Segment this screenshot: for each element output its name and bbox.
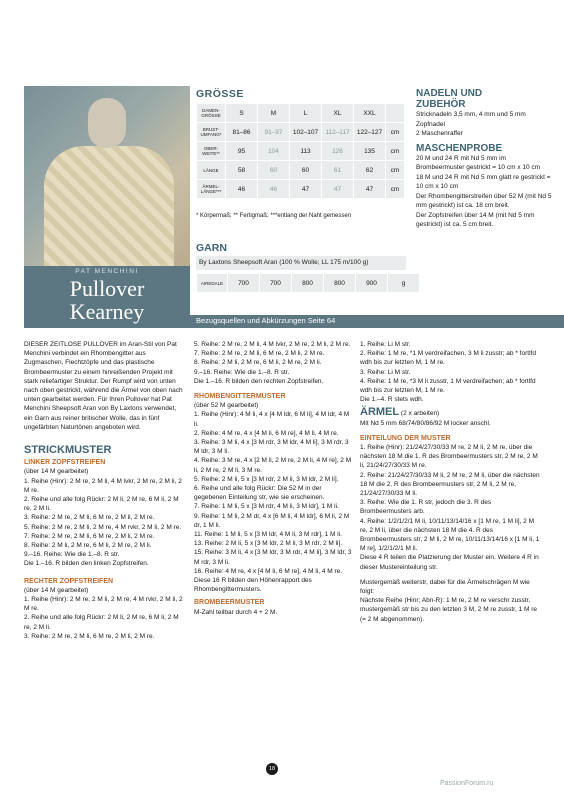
- size-unit: cm: [386, 161, 404, 179]
- size-row-label: DAMEN-GRÖSSE: [197, 104, 225, 122]
- yarn-amount: 800: [292, 274, 323, 292]
- instruction-line: 3. Reihe: 3 M li, 4 x [3 M rdr, 3 M ldr, 4 M li], 3 M rdr, 3 M ldr, 3 M li.: [194, 439, 349, 456]
- size-cell: 135: [354, 142, 385, 160]
- size-unit: cm: [386, 180, 404, 198]
- watermark: PassionForum.ru: [440, 780, 494, 787]
- size-cell: 122–127: [354, 123, 385, 141]
- instruction-line: 9.–16. Reihe: Wie die 1.–8. R str.: [194, 368, 290, 376]
- size-cell: 61: [322, 161, 353, 179]
- yarn-amount: 800: [324, 274, 355, 292]
- size-cell: 62: [354, 161, 385, 179]
- yarn-name: By Laxtons Sheepsoft Aran (100 % Wolle; LL 175 m/100 g): [196, 256, 406, 270]
- instruction-line: 2. Reihe: 4 M re, 4 x [4 M li, 6 M re], 4 M li, 4 M re.: [194, 429, 339, 437]
- size-row-label: LÄNGE: [197, 161, 225, 179]
- size-cell: 81–86: [226, 123, 257, 141]
- size-row: [197, 142, 404, 160]
- instruction-line: 2. Reihe und alle folg Rückr: 2 M li, 2 M re, 6 M li, 2 M re, 2 M li.: [24, 614, 179, 631]
- size-unit: cm: [386, 123, 404, 141]
- instruction-line: 4. Reihe: 1 M re, *3 M li zusstr, 1 M verdreifachen; ab * fortlfd wdh bis zur letzten M, 1 M re.: [360, 377, 536, 395]
- sleeve-heading: ÄRMEL: [360, 406, 400, 419]
- size-cell: 104: [258, 142, 289, 160]
- size-cell: 60: [290, 161, 321, 179]
- size-row: [197, 104, 404, 122]
- size-heading: GRÖSSE: [196, 88, 244, 100]
- yarn-table: [196, 273, 420, 293]
- gauge-text: 20 M und 24 R mit Nd 5 mm im Brombeermuster gestrickt = 10 cm x 10 cm 18 M und 24 R mit Nd 5 mm glatt re gestrickt = 10 cm x 10 cm Der Rhombengitterstreifen über 52 M (mit Nd 5 mm gestrickt) ist ca. 18 cm breit. Der Zopfstreifen über 14 M (mit Nd 5 mm gestrickt) ist ca. 5 cm breit.: [416, 154, 552, 228]
- instruction-line: 6. Reihe und alle folg Rückr: Die 52 M in der gegebenen Einteilung str, wie sie erscheinen.: [194, 485, 325, 502]
- size-cell: 47: [322, 180, 353, 198]
- instruction-line: 15. Reihe: 3 M li, 4 x [3 M ldr, 3 M rdr, 4 M li], 3 M ldr, 3 M rdr, 3 M li.: [194, 549, 352, 566]
- size-cell: 46: [258, 180, 289, 198]
- size-cell: 113: [290, 142, 321, 160]
- page-number: 18: [266, 763, 278, 775]
- instruction-line: 8. Reihe: 2 M li, 2 M re, 6 M li, 2 M re, 2 M li.: [194, 359, 322, 367]
- yarn-unit: g: [388, 274, 419, 292]
- instruction-line: Diese 16 R bilden den Höhenrapport des Rhombengittermusters.: [194, 577, 312, 594]
- model-photo: [24, 86, 190, 266]
- instruction-line: 1. Reihe: Li M str.: [360, 341, 411, 348]
- size-cell: XXL: [354, 104, 385, 122]
- column-1: [24, 340, 184, 641]
- column-2: [194, 340, 352, 617]
- size-row: [197, 123, 404, 141]
- model-head-illustration: [88, 98, 126, 148]
- instruction-line: 7. Reihe: 2 M re, 2 M li, 6 M re, 2 M li, 2 M re.: [194, 350, 325, 358]
- size-cell: 60: [258, 161, 289, 179]
- size-cell: 91–97: [258, 123, 289, 141]
- instruction-line: 8. Reihe: 2 M li, 2 M re, 6 M li, 2 M re, 2 M li.: [24, 542, 152, 550]
- instruction-line: 1. Reihe (Hinr): 2 M re, 2 M li, 2 M re, 4 M rvkr, 2 M li, 2 M re.: [24, 596, 183, 613]
- size-cell: XL: [322, 104, 353, 122]
- yarn-amount: 700: [228, 274, 259, 292]
- needles-heading: NADELN UND ZUBEHÖR: [416, 88, 483, 110]
- strickmuster-heading: STRICKMUSTER: [24, 444, 112, 457]
- instruction-line: 1. Reihe (Hinr): 2 M re, 2 M li, 4 M lvkr, 2 M re, 2 M li, 2 M re.: [24, 477, 182, 494]
- instruction-line: Die 1.–16. R bilden den linken Zopfstreifen.: [24, 560, 149, 568]
- instruction-line: 11. Reihe: 1 M li, 5 x [3 M ldr, 4 M li, 3 M rdr], 1 M li.: [194, 531, 342, 539]
- left-cable-heading: LINKER ZOPFSTREIFEN: [24, 459, 106, 467]
- instruction-line: 9. Reihe: 1 M li, 2 M dr, 4 x [6 M li, 4 M ldr], 6 M li, 2 M dr, 1 M li.: [194, 512, 350, 529]
- instruction-line: Die 1.–4. R stets wdh.: [360, 396, 424, 404]
- size-row-label: BRUST-UMFANG*: [197, 123, 225, 141]
- size-row: [197, 161, 404, 179]
- size-cell: 112–117: [322, 123, 353, 141]
- column-3: [360, 340, 542, 624]
- instruction-line: 7. Reihe: 2 M re, 2 M li, 6 M re, 2 M li, 2 M re.: [24, 532, 155, 540]
- size-row-label: OBER-WEITE**: [197, 142, 225, 160]
- intro-text: DIESER ZEITLOSE PULLOVER im Aran-Stil von Pat Menchini verbindet ein Rhombengitter aus Zugmaschen, Flechtzöpfe und das plastische Brombeermuster zu einem hinreißenden Projekt mit stark reliefartiger Struktur. Der Rumpf wird von unten nach oben gestrickt, während die Ärmel von oben nach unten gearbeitet werden. Für Ihren Pullover hat Pat Menchini Sheepsoft Aran von By Laxtons verwendet, ein Garn aus reiner britischer Wolle, das in fünf ungefärbten Naturtönen angeboten wird.: [24, 341, 183, 431]
- size-cell: 47: [354, 180, 385, 198]
- instruction-line: 2. Reihe und alle folg Rückr: 2 M li, 2 M re, 6 M li, 2 M re, 2 M li.: [24, 496, 179, 513]
- instruction-line: Diese 4 R teilen die Platzierung der Muster ein. Weitere 4 R in dieser Mustereinteilung str.: [360, 554, 539, 571]
- instruction-line: 5. Reihe: 2 M li, 5 x [3 M rdr, 2 M li, 3 M ldr, 2 M li].: [194, 475, 339, 483]
- size-cell: L: [290, 104, 321, 122]
- instruction-line: 5. Reihe: 2 M re, 2 M li, 4 M lvkr, 2 M re, 2 M li, 2 M re.: [194, 341, 351, 348]
- instruction-line: 16. Reihe: 4 M re, 4 x [4 M li, 6 M re], 4 M li, 4 M re.: [194, 567, 343, 575]
- size-table: [196, 103, 405, 199]
- instruction-line: 2. Reihe: 21/24/27/30/33 M li, 2 M re, 2 M li, über die nächsten 18 M die 2. R des Brombeermusters str, 2 M li, 2 M re, 21/24/27/30/33 M li.: [360, 471, 540, 498]
- needles-gauge-column: [416, 88, 556, 230]
- size-cell: 126: [322, 142, 353, 160]
- sweater-illustration: [44, 146, 174, 266]
- gauge-heading: MASCHENPROBE: [416, 142, 503, 154]
- instruction-line: (über 52 M gearbeitet): [194, 402, 259, 410]
- rhombus-heading: RHOMBENGITTERMUSTER: [194, 393, 286, 401]
- instruction-line: 3. Reihe: 2 M re, 2 M li, 6 M re, 2 M li, 2 M re.: [24, 632, 155, 640]
- instruction-line: Die 1.–16. R bilden den rechten Zopfstreifen.: [194, 377, 324, 385]
- size-cell: 58: [226, 161, 257, 179]
- pattern-title-line2: Kearney: [69, 299, 145, 324]
- pattern-layout-heading: EINTEILUNG DER MUSTER: [360, 434, 451, 442]
- instruction-line: 4. Reihe: 3 M re, 4 x [2 M li, 2 M re, 2 M li, 4 M re], 2 M li, 2 M re, 2 M li, 3 M re.: [194, 457, 352, 474]
- instruction-line: (über 14 M gearbeitet): [24, 468, 89, 476]
- yarn-heading: GARN: [196, 242, 227, 254]
- instruction-line: (über 14 M gearbeitet): [24, 586, 89, 594]
- yarn-color-label: AIREDALE: [197, 274, 227, 292]
- instruction-line: 1. Reihe (Hinr): 4 M li, 4 x [4 M ldr, 6 M li], 4 M ldr, 4 M li.: [194, 411, 350, 428]
- pattern-title-line1: Pullover: [69, 276, 145, 301]
- size-row: [197, 180, 404, 198]
- size-cell: 47: [290, 180, 321, 198]
- needles-text: Stricknadeln 3,5 mm, 4 mm und 5 mm Zopfnadel 2 Maschenraffer: [416, 111, 526, 137]
- size-cell: M: [258, 104, 289, 122]
- yarn-amount: 900: [356, 274, 387, 292]
- size-cell: 102–107: [290, 123, 321, 141]
- instruction-line: 7. Reihe: 1 M li, 5 x [3 M rdr, 4 M li, 3 M ldr], 1 M li.: [194, 503, 339, 511]
- instruction-line: 1. Reihe (Hinr): 21/24/27/30/33 M re, 2 M li, 2 M re, über die nächsten 18 M die 1. R des Brombeermusters str, 2 M re, 2 M li, 21/24/27/30/33 M re.: [360, 444, 538, 470]
- instruction-line: Mit Nd 5 mm 68/74/80/86/92 M locker anschl.: [360, 419, 491, 427]
- instruction-line: 2. Reihe: 1 M re, *1 M verdreifachen, 3 M li zusstr; ab * fortlfd wdh bis zur letzten M, 1 M re.: [360, 350, 536, 367]
- instruction-line: 3. Reihe: Wie die 1. R str, jedoch die 3. R des Brombeermusters arb.: [360, 499, 492, 516]
- size-row-label: ÄRMEL-LÄNGE***: [197, 180, 225, 198]
- sleeve-note: (2 x arbeiten): [400, 410, 440, 418]
- size-cell: 95: [226, 142, 257, 160]
- blackberry-heading: BROMBEERMUSTER: [194, 599, 265, 607]
- instruction-line: 5. Reihe: 2 M re, 2 M li, 2 M re, 4 M rvkr, 2 M li, 2 M re.: [24, 523, 182, 531]
- instruction-line: 3. Reihe: 2 M re, 2 M li, 6 M re, 2 M li, 2 M re.: [24, 514, 155, 522]
- size-unit: cm: [386, 142, 404, 160]
- instruction-line: Mustergemäß weiterstr, dabei für die Ärmelschrägen M wie folgt:: [360, 578, 530, 596]
- instruction-line: 3. Reihe: Li M str.: [360, 368, 411, 376]
- instruction-line: M-Zahl teilbar durch 4 + 2 M.: [194, 608, 278, 616]
- instruction-line: Nächste Reihe (Hinr; Abn-R): 1 M re, 2 M re verschr zusstr, mustergemäß str bis zu den letzten 3 M, 2 M re zusstr, 1 M re (= 2 M abgenommen).: [360, 597, 538, 623]
- title-box: [24, 266, 190, 328]
- reference-band-text: Bezugsquellen und Abkürzungen Seite 64: [196, 316, 336, 325]
- instruction-line: 4. Reihe: 1/2/1/2/1 M li, 10/11/13/14/16 x [1 M re, 1 M li], 2 M re, 2 M li, über die nächsten 18 M die 4. R des Brombeermusters str, 2 M li, 2 M re, 10/11/13/14/16 x [1 M li, 1 M re], 1/2/1/2/1 M li.: [360, 517, 540, 553]
- size-cell: S: [226, 104, 257, 122]
- size-footnote: * Körpermaß; ** Fertigmaß; ***entlang der Naht gemessen: [196, 213, 352, 219]
- right-cable-heading: RECHTER ZOPFSTREIFEN: [24, 577, 114, 585]
- instruction-line: 13. Reihe: 2 M li, 5 x [3 M ldr, 2 M li, 3 M rdr, 2 M li].: [194, 540, 343, 548]
- size-unit: [386, 104, 404, 122]
- author-name: PAT MENCHINI: [75, 268, 139, 275]
- yarn-amount: 700: [260, 274, 291, 292]
- size-cell: 46: [226, 180, 257, 198]
- instruction-line: 9.–16. Reihe: Wie die 1.–8. R str.: [24, 551, 120, 559]
